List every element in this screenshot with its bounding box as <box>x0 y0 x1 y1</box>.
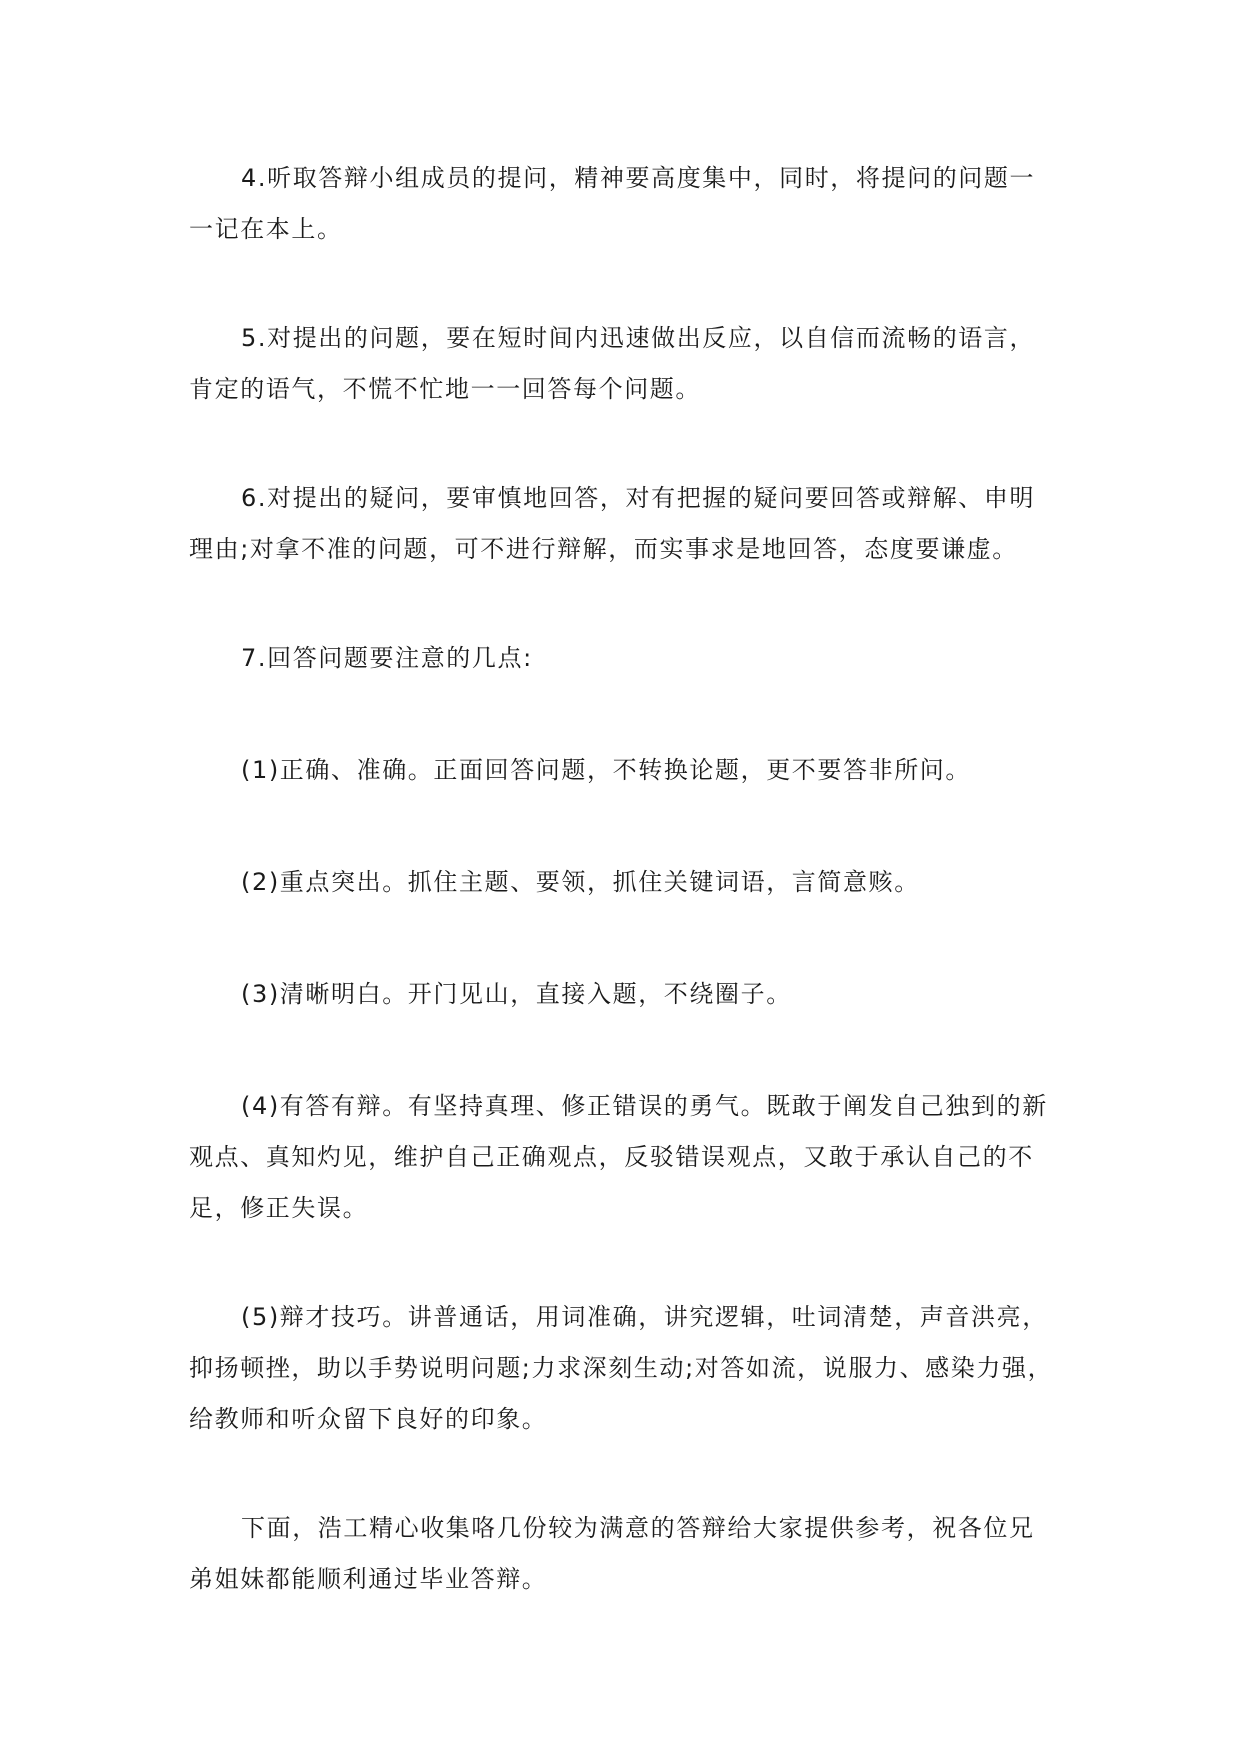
paragraph-point-4: (4)有答有辩。有坚持真理、修正错误的勇气。既敢于阐发自己独到的新观点、真知灼见，维护自己正确观点，反驳错误观点，又敢于承认自己的不足，修正失误。 <box>189 1092 1048 1222</box>
paragraph-item-4: 4.听取答辩小组成员的提问，精神要高度集中，同时，将提问的问题一一记在本上。 <box>189 164 1036 243</box>
paragraph-point-5: (5)辩才技巧。讲普通话，用词准确，讲究逻辑，吐词清楚，声音洪亮，抑扬顿挫，助以手势说明问题;力求深刻生动;对答如流，说服力、感染力强，给教师和听众留下良好的印象。 <box>189 1303 1054 1433</box>
paragraph-point-3: (3)清晰明白。开门见山，直接入题，不绕圈子。 <box>241 980 792 1008</box>
paragraph-item-5: 5.对提出的问题，要在短时间内迅速做出反应，以自信而流畅的语言，肯定的语气，不慌不忙地一一回答每个问题。 <box>189 324 1036 403</box>
paragraph-point-2: (2)重点突出。抓住主题、要领，抓住关键词语，言简意赅。 <box>241 868 920 896</box>
paragraph-item-6: 6.对提出的疑问，要审慎地回答，对有把握的疑问要回答或辩解、申明理由;对拿不准的问题，可不进行辩解，而实事求是地回答，态度要谦虚。 <box>189 484 1036 563</box>
document-body <box>189 153 1055 1605</box>
paragraph-point-1: (1)正确、准确。正面回答问题，不转换论题，更不要答非所问。 <box>241 756 971 784</box>
paragraph-item-7-heading: 7.回答问题要注意的几点: <box>241 644 533 672</box>
paragraph-closing: 下面，浩工精心收集咯几份较为满意的答辩给大家提供参考，祝各位兄弟姐妹都能顺利通过毕业答辩。 <box>189 1514 1035 1593</box>
